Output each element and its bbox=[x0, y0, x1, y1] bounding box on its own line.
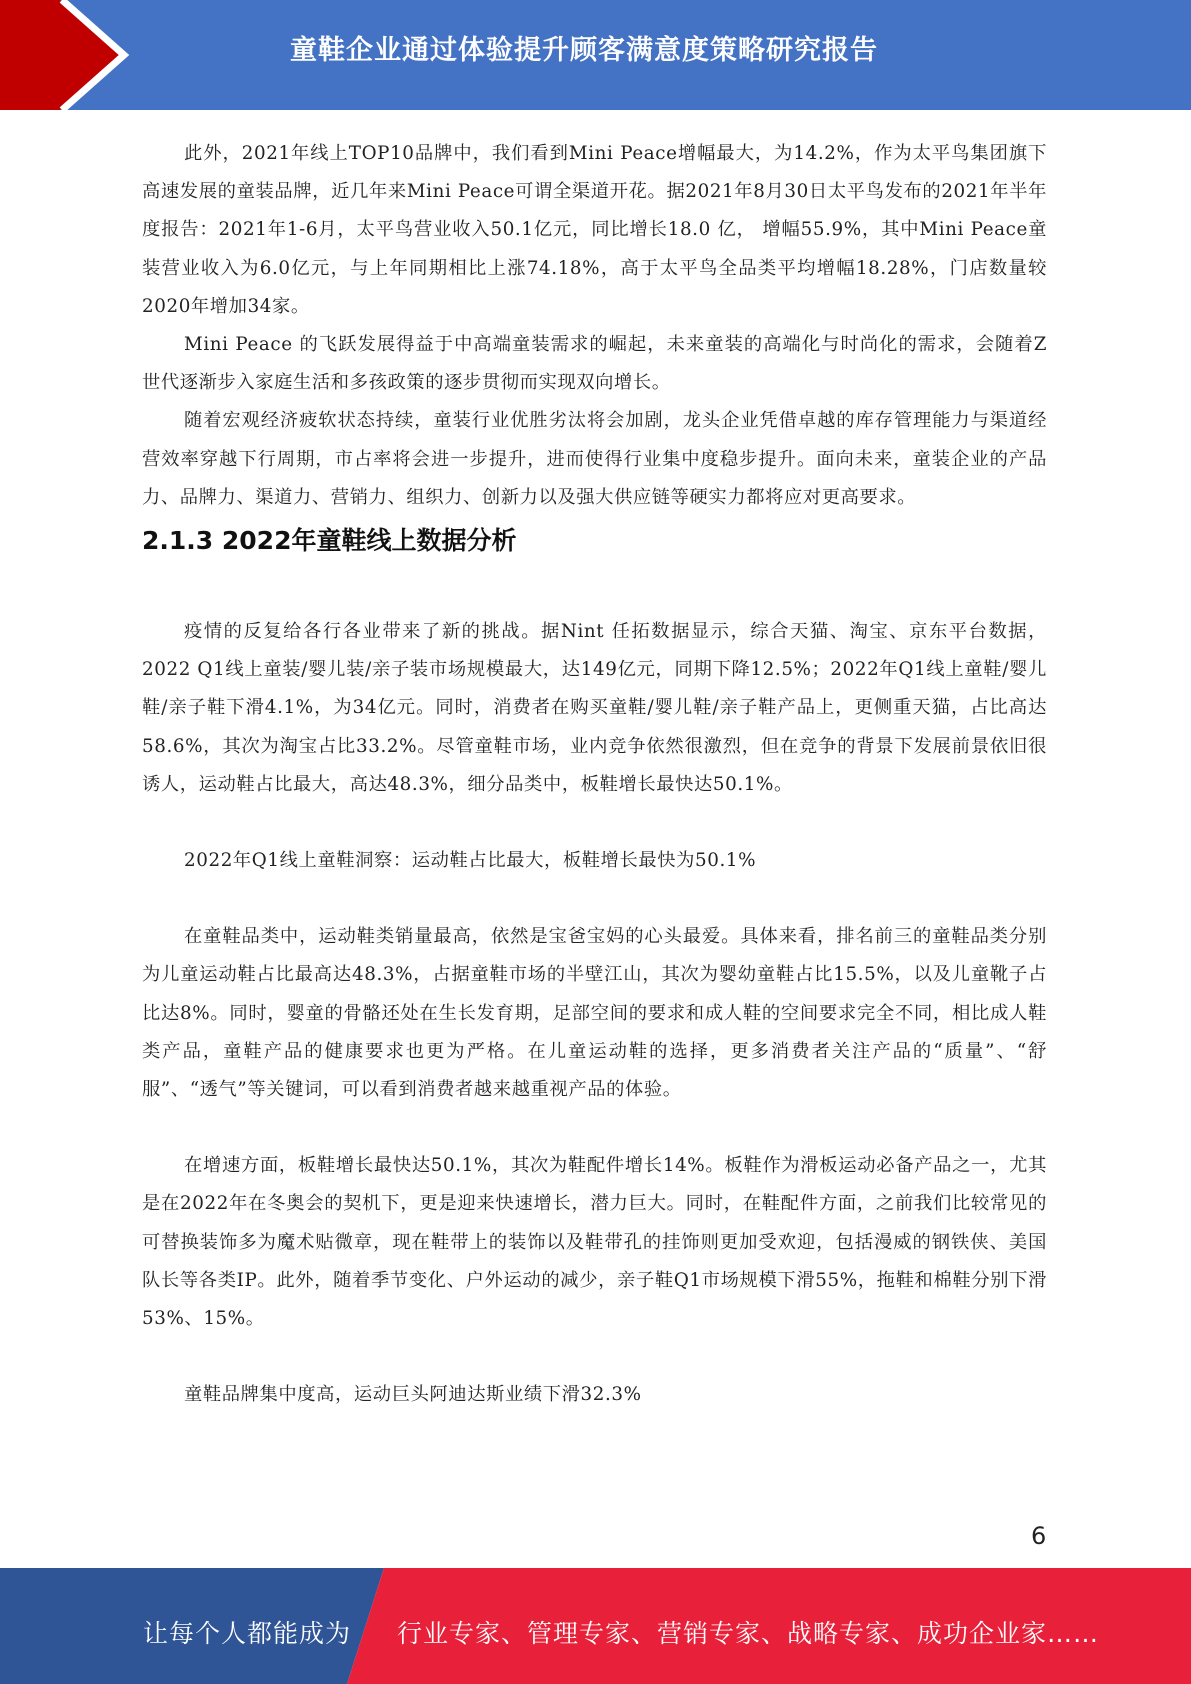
spacer bbox=[142, 1338, 1047, 1376]
paragraph-online-data: 疫情的反复给各行各业带来了新的挑战。据Nint 任拓数据显示，综合天猫、淘宝、京东平台数据，2022 Q1线上童装/婴儿装/亲子装市场规模最大，达149亿元，同期下降12.5%；2022年Q1线上童鞋/婴儿鞋/亲子鞋下滑4.1%，为34亿元。同时，消费者在购买童鞋/婴儿鞋/亲子鞋产品上，更侧重天猫，占比高达58.6%，其次为淘宝占比33.2%。尽管童鞋市场，业内竞争依然很激烈，但在竞争的背景下发展前景依旧很诱人，运动鞋占比最大，高达48.3%，细分品类中，板鞋增长最快达50.1%。 bbox=[142, 621, 1047, 795]
page-number: 6 bbox=[1031, 1522, 1047, 1550]
footer-slogan-left: 让每个人都能成为 bbox=[143, 1619, 352, 1648]
paragraph-q1-insight: 2022年Q1线上童鞋洞察：运动鞋占比最大，板鞋增长最快为50.1% bbox=[184, 850, 757, 872]
spacer bbox=[142, 1109, 1047, 1147]
document-title: 童鞋企业通过体验提升顾客满意度策略研究报告 bbox=[290, 35, 878, 66]
paragraph-minipeace-outlook: Mini Peace 的飞跃发展得益于中高端童装需求的崛起，未来童装的高端化与时尚化的需求，会随着Z世代逐渐步入家庭生活和多孩政策的逐步贯彻而实现双向增长。 bbox=[142, 334, 1047, 394]
spacer bbox=[142, 880, 1047, 918]
paragraph-industry-consolidation: 随着宏观经济疲软状态持续，童装行业优胜劣汰将会加剧，龙头企业凭借卓越的库存管理能力与渠道经营效率穿越下行周期，市占率将会进一步提升，进而使得行业集中度稳步提升。面向未来，童装企业的产品力、品牌力、渠道力、营销力、组织力、创新力以及强大供应链等硬实力都将应对更高要求。 bbox=[142, 410, 1047, 508]
paragraph-minipeace-growth: 此外，2021年线上TOP10品牌中，我们看到Mini Peace增幅最大，为14.2%，作为太平鸟集团旗下高速发展的童装品牌，近几年来Mini Peace可谓全渠道开花。据2021年8月30日太平鸟发布的2021年半年度报告：2021年1-6月，太平鸟营业收入50.1亿元，同比增长18.0 亿， 增幅55.9%，其中Mini Peace童装营业收入为6.0亿元，与上年同期相比上涨74.18%，高于太平鸟全品类平均增幅18.28%，门店数量较2020年增加34家。 bbox=[142, 143, 1047, 317]
page-header bbox=[0, 0, 1191, 110]
spacer bbox=[142, 804, 1047, 842]
footer-slogan-right: 行业专家、管理专家、营销专家、战略专家、成功企业家…… bbox=[397, 1619, 1100, 1648]
paragraph-brand-concentration: 童鞋品牌集中度高，运动巨头阿迪达斯业绩下滑32.3% bbox=[184, 1384, 642, 1406]
section-heading: 2.1.3 2022年童鞋线上数据分析 bbox=[142, 526, 517, 556]
page-footer bbox=[0, 1568, 1191, 1684]
spacer bbox=[142, 561, 1047, 613]
paragraph-growth-analysis: 在增速方面，板鞋增长最快达50.1%，其次为鞋配件增长14%。板鞋作为滑板运动必备产品之一，尤其是在2022年在冬奥会的契机下，更是迎来快速增长，潜力巨大。同时，在鞋配件方面，之前我们比较常见的可替换装饰多为魔术贴微章，现在鞋带上的装饰以及鞋带孔的挂饰则更加受欢迎，包括漫威的钢铁侠、美国队长等各类IP。此外，随着季节变化、户外运动的减少，亲子鞋Q1市场规模下滑55%，拖鞋和棉鞋分别下滑53%、15%。 bbox=[142, 1155, 1047, 1330]
paragraph-category-analysis: 在童鞋品类中，运动鞋类销量最高，依然是宝爸宝妈的心头最爱。具体来看，排名前三的童鞋品类分别为儿童运动鞋占比最高达48.3%，占据童鞋市场的半壁江山，其次为婴幼童鞋占比15.5%，以及儿童靴子占比达8%。同时，婴童的骨骼还处在生长发育期，足部空间的要求和成人鞋的空间要求完全不同，相比成人鞋类产品，童鞋产品的健康要求也更为严格。在儿童运动鞋的选择，更多消费者关注产品的“质量”、“舒服”、“透气”等关键词，可以看到消费者越来越重视产品的体验。 bbox=[142, 926, 1047, 1101]
header-arrow-decoration bbox=[0, 0, 150, 110]
main-content bbox=[142, 135, 1047, 1414]
